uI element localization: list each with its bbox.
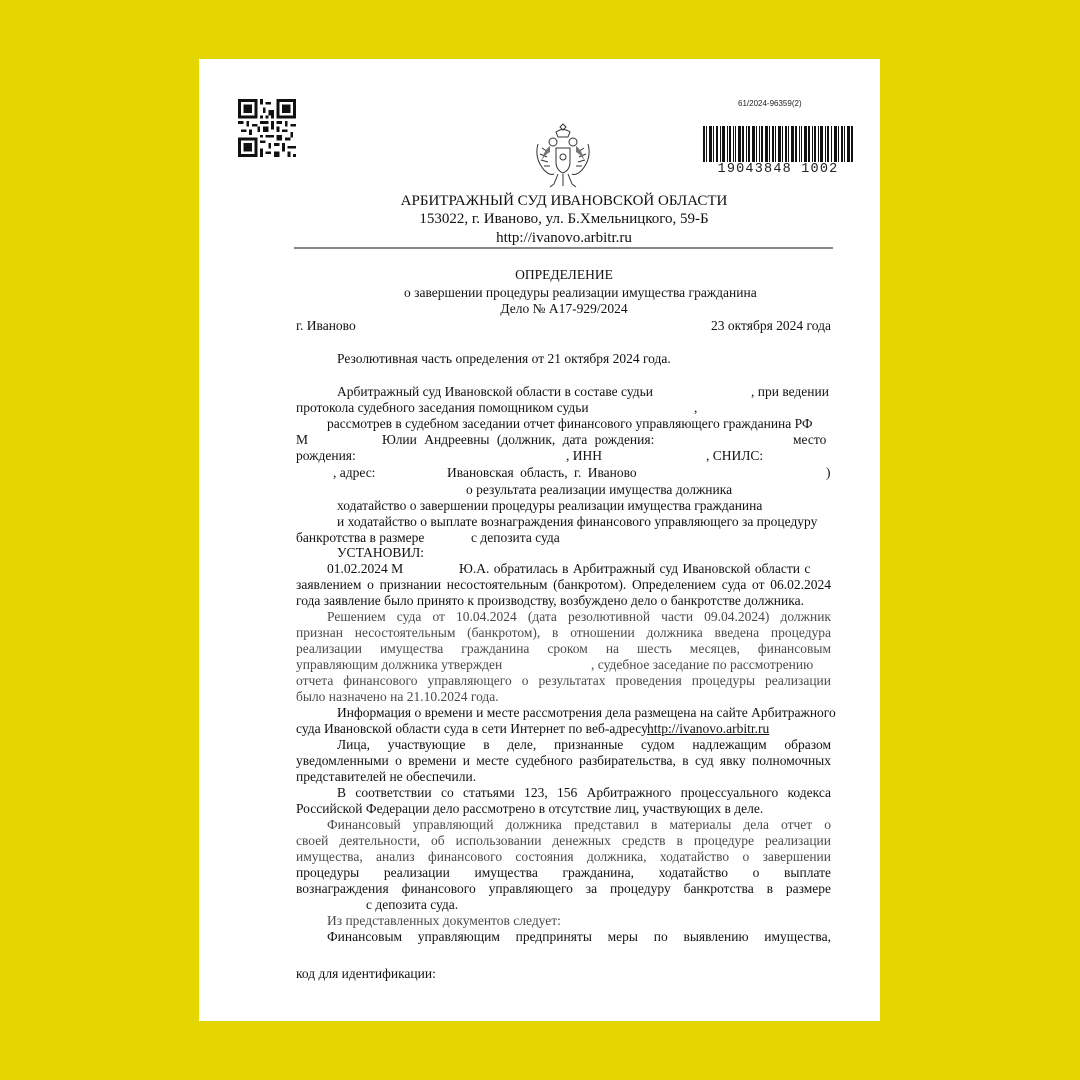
- document-date: 23 октября 2024 года: [711, 318, 831, 333]
- text-line: реализации имущества гражданина сроком на шесть месяцев, финансовым: [296, 641, 831, 656]
- text-line: , при ведении: [751, 384, 829, 399]
- court-address: 153022, г. Иваново, ул. Б.Хмельницкого, 59-Б: [419, 211, 709, 227]
- court-website-link[interactable]: http://ivanovo.arbitr.ru: [647, 721, 770, 736]
- text-line: Лица, участвующие в деле, признанные судом надлежащим образом: [337, 737, 831, 752]
- qr-code-icon: [238, 99, 296, 157]
- text-line: ,: [694, 400, 698, 415]
- text-line: с депозита суда.: [366, 897, 459, 912]
- text-line: признан несостоятельным (банкротом), в отношении должника введена процедура: [296, 625, 831, 640]
- text-line: Арбитражный суд Ивановской области в составе судьи: [337, 384, 654, 399]
- text-line: и ходатайство о выплате вознаграждения финансового управляющего за процедуру: [337, 514, 818, 529]
- identification-code-label: код для идентификации:: [296, 966, 436, 981]
- text-line: Решением суда от 10.04.2024 (дата резолютивной части 09.04.2024) должник: [327, 609, 831, 624]
- text-line: имущества, анализ финансового состояния должника, ходатайство о завершении: [296, 849, 831, 864]
- barcode-number: 19043848 1002: [717, 162, 839, 177]
- text-line: процедуры реализации имущества гражданина, ходатайство о выплате: [296, 865, 831, 880]
- text-line: представителей не обеспечили.: [296, 769, 477, 784]
- text-line: , судебное заседание по рассмотрению: [591, 657, 814, 672]
- text-line: о результата реализации имущества должника: [466, 482, 733, 497]
- text-line: , СНИЛС:: [706, 448, 764, 463]
- court-url: http://ivanovo.arbitr.ru: [496, 230, 632, 246]
- text-line: Ивановская область, г. Иваново: [447, 465, 637, 480]
- text-line: Финансовый управляющий должника представил в материалы дела отчет о: [327, 817, 831, 832]
- text-line: В соответствии со статьями 123, 156 Арбитражного процессуального кодекса: [337, 785, 831, 800]
- text-line: Резолютивная часть определения от 21 октября 2024 года.: [337, 351, 671, 366]
- text-line: с депозита суда: [471, 530, 560, 545]
- text-line: Российской Федерации дело рассмотрено в отсутствие лиц, участвующих в деле.: [296, 801, 764, 816]
- text-line: управляющим должника утвержден: [296, 657, 503, 672]
- barcode-icon: [703, 126, 853, 162]
- coat-of-arms-emblem: [532, 122, 594, 190]
- text-line: рождения:: [296, 448, 356, 463]
- text-line: , адрес:: [333, 465, 376, 480]
- document-city: г. Иваново: [296, 318, 356, 333]
- text-line: года заявление было принято к производству, возбуждено дело о банкротстве должника.: [296, 593, 804, 608]
- text-line: ): [826, 465, 831, 480]
- court-name: АРБИТРАЖНЫЙ СУД ИВАНОВСКОЙ ОБЛАСТИ: [400, 193, 728, 209]
- text-line: место: [793, 432, 827, 447]
- document-subtitle: о завершении процедуры реализации имущества гражданина: [404, 285, 757, 300]
- text-line: протокола судебного заседания помощником судьи: [296, 400, 589, 415]
- document-registration-number: 61/2024-96359(2): [738, 99, 802, 108]
- text-line: вознаграждения финансового управляющего за процедуру банкротства в размере: [296, 881, 831, 896]
- text-line: Информация о времени и месте рассмотрения дела размещена на сайте Арбитражного: [337, 705, 836, 720]
- document-title: ОПРЕДЕЛЕНИЕ: [515, 267, 613, 282]
- text-line: было назначено на 21.10.2024 года.: [296, 689, 499, 704]
- header-divider: [294, 247, 833, 249]
- case-number: Дело № А17-929/2024: [500, 301, 628, 316]
- text-line: своей деятельности, об использовании денежных средств в процедуре реализации: [296, 833, 831, 848]
- text-line: 01.02.2024 М: [327, 561, 404, 576]
- text-line: Юлии Андреевны (должник, дата рождения:: [382, 432, 655, 447]
- text-line: банкротства в размере: [296, 530, 425, 545]
- text-line: ходатайство о завершении процедуры реализации имущества гражданина: [337, 498, 763, 513]
- text-line: суда Ивановской области суда в сети Интернет по веб-адресу: [296, 721, 648, 736]
- text-line: М: [296, 432, 309, 447]
- text-line: отчета финансового управляющего о результатах проведения процедуры реализации: [296, 673, 831, 688]
- text-line: уведомленными о времени и месте судебного разбирательства, в суд явку полномочных: [296, 753, 831, 768]
- text-line: заявлением о признании несостоятельным (банкротом). Определением суда от 06.02.2024: [296, 577, 831, 592]
- text-line: Из представленных документов следует:: [327, 913, 561, 928]
- section-heading: УСТАНОВИЛ:: [337, 545, 425, 560]
- text-line: , ИНН: [566, 448, 602, 463]
- text-line: Ю.А. обратилась в Арбитражный суд Ивановской области с: [459, 561, 811, 576]
- text-line: Финансовым управляющим предприняты меры по выявлению имущества,: [327, 929, 831, 944]
- text-line: рассмотрев в судебном заседании отчет финансового управляющего гражданина РФ: [327, 416, 813, 431]
